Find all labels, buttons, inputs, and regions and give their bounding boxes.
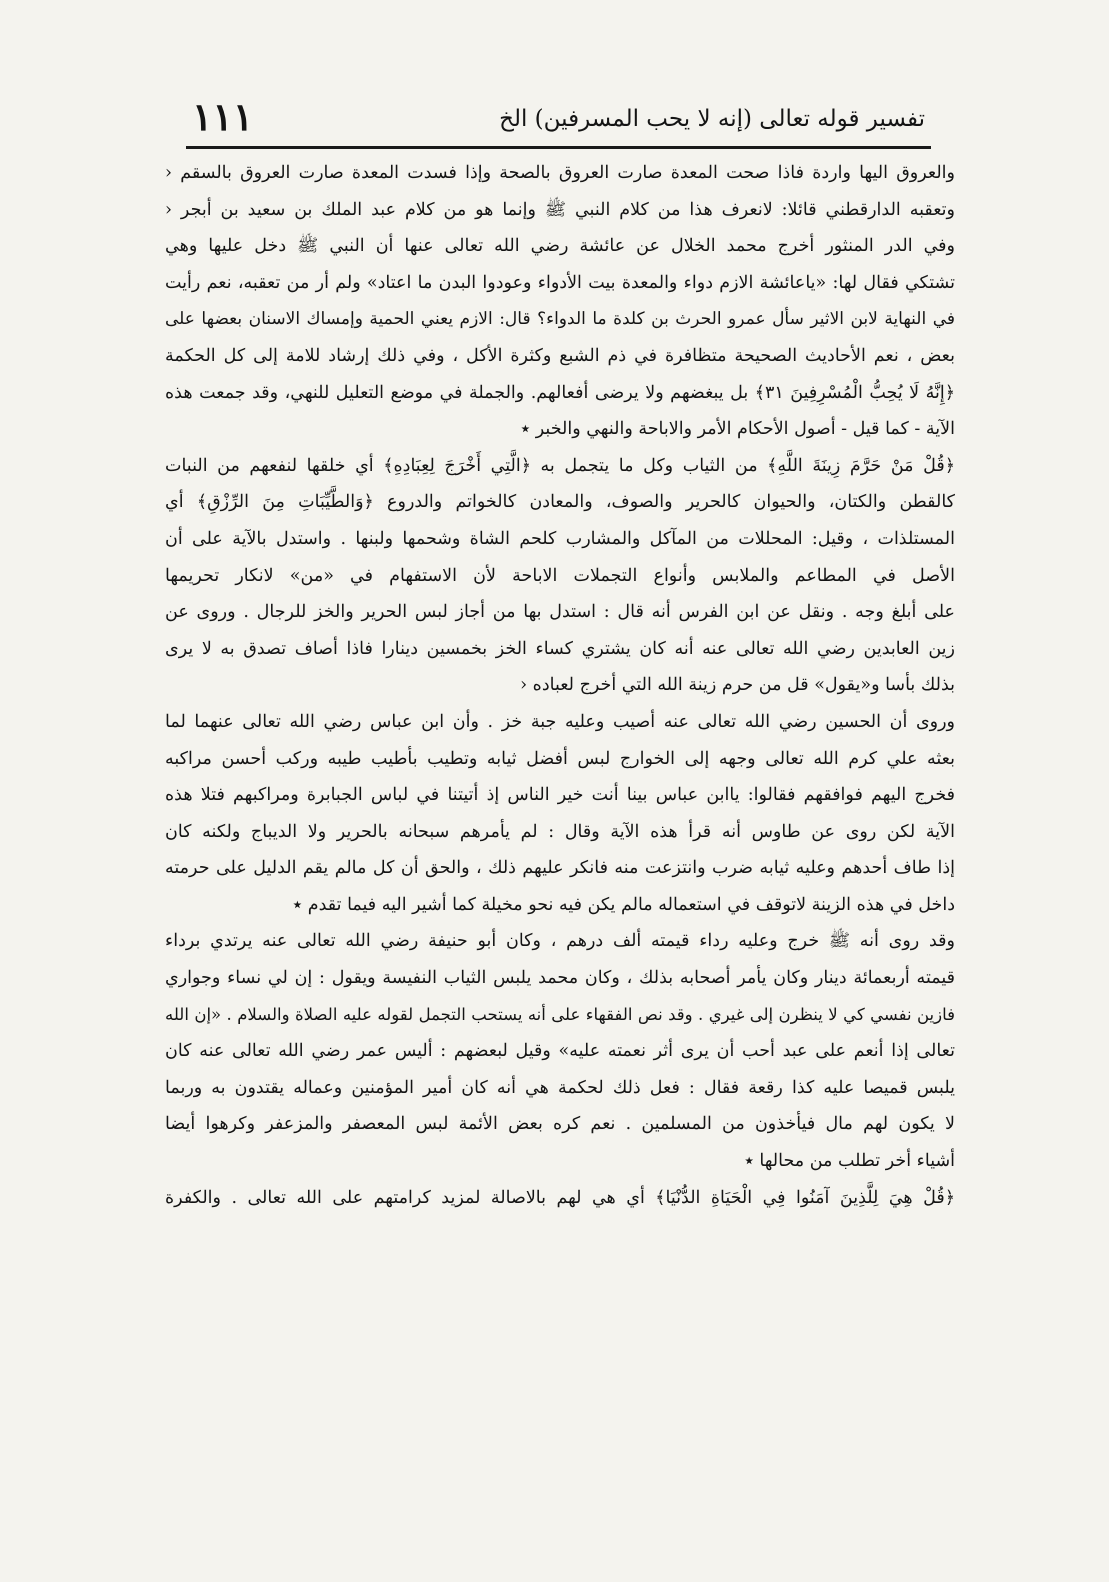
text-line: وقد روى أنه ﷺ خرج وعليه رداء قيمته ألف درهم ، وكان أبو حنيفة رضي الله تعالى عنه يرتدي برداء	[165, 931, 955, 952]
text-line: فخرج اليهم فوافقهم فقالوا: ياابن عباس بينا أنت خير الناس إذ أتيتنا في لباس الجبابرة ومراكبهم فتلا هذه	[165, 785, 955, 806]
text-line: كالقطن والكتان، والحيوان كالحرير والصوف، والمعادن كالخواتم والدروع ﴿وَالطَّيِّبَاتِ مِنَ الرِّزْقِ﴾ أي	[165, 492, 955, 513]
text-line: على أبلغ وجه . ونقل عن ابن الفرس أنه قال : استدل بها من أجاز لبس الحرير والخز للرجال . وروى عن	[165, 602, 955, 623]
text-line: لا يكون لهم مال فيأخذون من المسلمين . نعم كره بعض الأئمة لبس المعصفر والمزعفر وكرهوا أيضا	[165, 1114, 955, 1135]
running-title: تفسير قوله تعالى (إنه لا يحب المسرفين) الخ	[499, 106, 925, 132]
text-line: الآية - كما قيل - أصول الأحكام الأمر والاباحة والنهي والخبر ٭	[520, 419, 955, 440]
text-line: إذا طاف أحدهم وعليه ثيابه ضرب وانتزعت منه فانكر عليهم ذلك ، والحق أن كل مالم يقم الدليل على حرمته	[165, 858, 955, 879]
text-line: بعض ، نعم الأحاديث الصحيحة متظافرة في ذم الشبع وكثرة الأكل ، وفي ذلك إرشاد للامة إلى كل الحكمة	[165, 345, 955, 366]
text-line: فازين نفسي كي لا ينظرن إلى غيري . وقد نص الفقهاء على أنه يستحب التجمل لقوله عليه الصلاة والسلام . «إن الله	[165, 1004, 955, 1024]
text-line: وتعقبه الدارقطني قائلا: لانعرف هذا من كلام النبي ﷺ وإنما هو من كلام عبد الملك بن سعيد بن أبجر ‹	[165, 199, 955, 220]
text-line: الأصل في المطاعم والملابس وأنواع التجملات الاباحة لأن الاستفهام في «من» لانكار تحريمها	[165, 565, 955, 586]
text-line: يلبس قميصا عليه كذا رقعة فقال : فعل ذلك لحكمة هي أنه كان أمير المؤمنين وعماله يقتدون به وربما	[165, 1077, 955, 1098]
text-line: في النهاية لابن الاثير سأل عمرو الحرث بن كلدة ما الدواء؟ قال: الازم يعني الحمية وإمساك الاسنان بعضها على	[165, 309, 955, 330]
text-line: داخل في هذه الزينة لاتوقف في استعماله مالم يكن فيه نحو مخيلة كما أشير اليه فيما تقدم ٭	[292, 894, 955, 915]
page-header	[186, 92, 931, 149]
text-line: تشتكي فقال لها: «ياعائشة الازم دواء والمعدة بيت الأدواء وعودوا البدن ما اعتاد» ولم أر من تعقبه، نعم رأيت	[165, 272, 955, 293]
page-number: ١١١	[192, 94, 254, 139]
text-line: ﴿قُلْ هِيَ لِلَّذِينَ آمَنُوا فِي الْحَيَاةِ الدُّنْيَا﴾ أي هي لهم بالاصالة لمزيد كرامتهم على الله تعالى . والكفرة	[165, 1187, 955, 1208]
text-line: ﴿قُلْ مَنْ حَرَّمَ زِينَةَ اللَّهِ﴾ من الثياب وكل ما يتجمل به ﴿الَّتِي أَخْرَجَ لِعِبَادِهِ﴾ أي خلقها لنفعهم من النبات	[165, 455, 955, 476]
text-line: بعثه علي كرم الله تعالى وجهه إلى الخوارج لبس أفضل ثيابه وتطيب بأطيب طيبه وركب أحسن مراكبه	[165, 748, 955, 769]
text-line: ﴿إِنَّهُ لَا يُحِبُّ الْمُسْرِفِينَ ٣١﴾ بل يبغضهم ولا يرضى أفعالهم. والجملة في موضع التعليل للنهي، وقد جمعت هذه	[165, 382, 955, 403]
text-line: أشياء أخر تطلب من محالها ٭	[744, 1151, 955, 1172]
text-line: زين العابدين رضي الله تعالى عنه أنه كان يشتري كساء الخز بخمسين دينارا فاذا أصاف تصدق به لا يرى	[165, 638, 955, 659]
body-text	[165, 155, 955, 1216]
text-line: وروى أن الحسين رضي الله تعالى عنه أصيب وعليه جبة خز . وأن ابن عباس رضي الله تعالى عنهما لما	[165, 711, 955, 732]
text-line: قيمته أربعمائة دينار وكان يأمر أصحابه بذلك ، وكان محمد يلبس الثياب النفيسة ويقول : إن لي نساء وجواري	[165, 968, 955, 989]
text-line: الآية لكن روى عن طاوس أنه قرأ هذه الآية وقال : لم يأمرهم سبحانه بالحرير ولا الديباج ولكنه كان	[165, 821, 955, 842]
text-line: وفي الدر المنثور أخرج محمد الخلال عن عائشة رضي الله تعالى عنها أن النبي ﷺ دخل عليها وهي	[165, 236, 955, 257]
text-line: تعالى إذا أنعم على عبد أحب أن يرى أثر نعمته عليه» وقيل لبعضهم : أليس عمر رضي الله تعالى عنه كان	[165, 1041, 955, 1062]
text-line: والعروق اليها واردة فاذا صحت المعدة صارت العروق بالصحة وإذا فسدت المعدة صارت العروق بالسقم ‹	[165, 163, 955, 183]
text-line: بذلك بأسا و«يقول» قل من حرم زينة الله التي أخرج لعباده ‹	[520, 675, 955, 696]
text-line: المستلذات ، وقيل: المحللات من المآكل والمشارب كلحم الشاة وشحمها ولبنها . واستدل بالآية على أن	[165, 528, 955, 549]
